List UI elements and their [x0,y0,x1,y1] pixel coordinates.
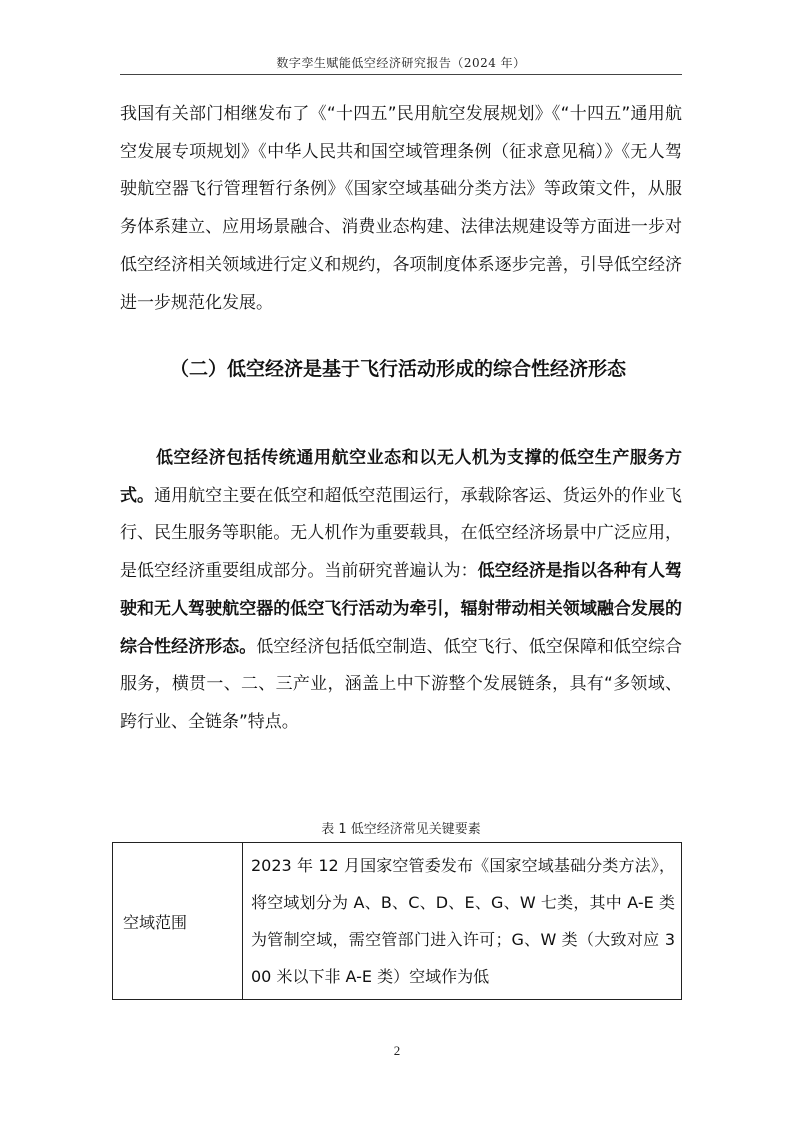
paragraph-text: 低空经济包括低空制造、低空飞行、低空保障和低空综合服务，横贯一、二、三产业，涵盖上中下游整个发展链条，具有“多领域、跨行业、全链条”特点。 [120,636,682,732]
paragraph-definition [120,440,682,742]
header-rule [120,74,682,75]
table-value-cell: 2023 年 12 月国家空管委发布《国家空域基础分类方法》，将空域划分为 A、B、C、D、E、G、W 七类，其中 A-E 类为管制空域，需空管部门进入许可；G、W 类（大致对应 300 米以下非 A-E 类）空域作为低 [243,843,682,1000]
bold-lead-sentence: 低空经济包括传统通用航空业态和以无人机为支撑的低空生产服务方式。 [120,448,682,506]
key-elements-table [112,842,682,1000]
section-heading: （二）低空经济是基于飞行活动形成的综合性经济形态 [170,358,627,380]
table-key-cell: 空域范围 [113,843,243,1000]
running-header: 数字孪生赋能低空经济研究报告（2024 年） [276,56,526,70]
paragraph-policy: 我国有关部门相继发布了《“十四五”民用航空发展规划》《“十四五”通用航空发展专项规划》《中华人民共和国空域管理条例（征求意见稿）》《无人驾驶航空器飞行管理暂行条例》《国家空域基础分类方法》等政策文件，从服务体系建立、应用场景融合、消费业态构建、法律法规建设等方面进一步对低空经济相关领域进行定义和规约，各项制度体系逐步完善，引导低空经济进一步规范化发展。 [120,104,682,313]
bold-definition-sentence: 低空经济是指以各种有人驾驶和无人驾驶航空器的低空飞行活动为牵引，辐射带动相关领域融合发展的综合性经济形态。 [120,561,682,657]
paragraph-text: 通用航空主要在低空和超低空范围运行，承载除客运、货运外的作业飞行、民生服务等职能。无人机作为重要载具，在低空经济场景中广泛应用，是低空经济重要组成部分。当前研究普遍认为： [120,485,682,582]
page-number: 2 [393,1043,401,1058]
table-caption: 表 1 低空经济常见关键要素 [321,822,481,837]
table-row [113,843,682,1000]
